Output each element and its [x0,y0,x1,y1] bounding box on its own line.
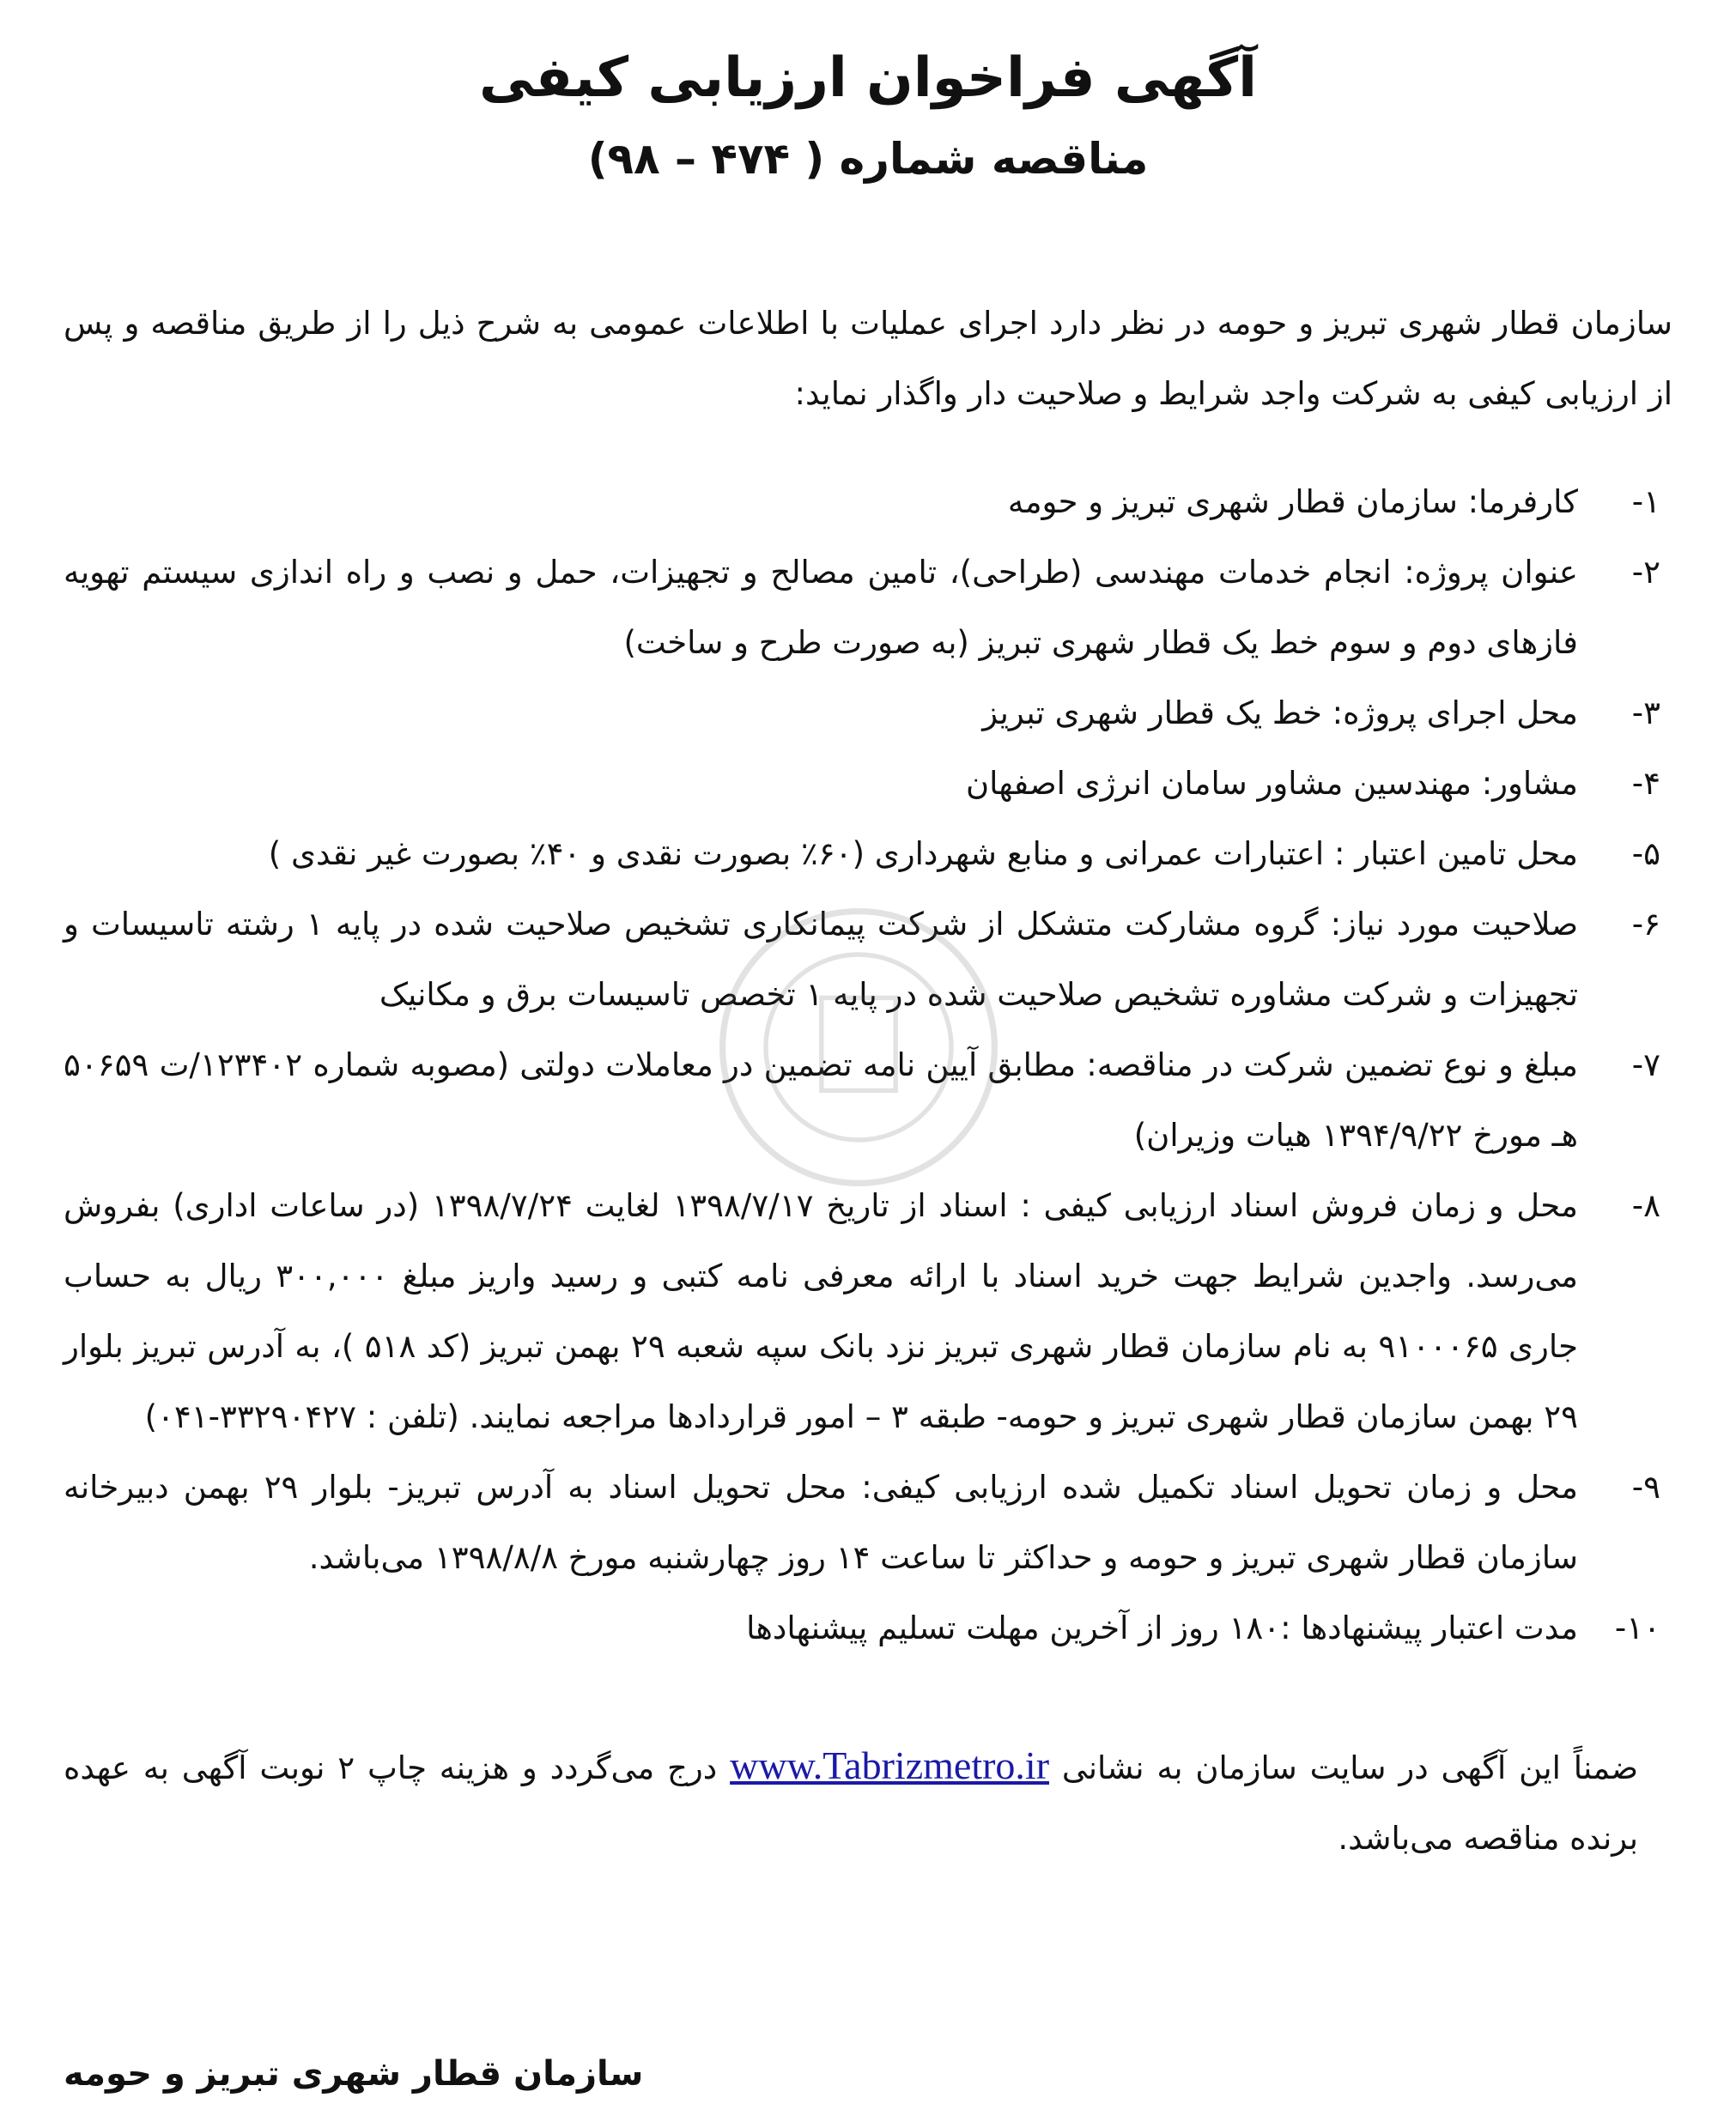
item-text: مبلغ و نوع تضمین شرکت در مناقصه: مطابق آیین نامه تضمین در معاملات دولتی (مصوبه شماره ۱۲۳۴۰۲/ت ۵۰۶۵۹ هـ مورخ ۱۳۹۴/۹/۲۲ هیات وزیران) [64,1046,1578,1155]
item-text: محل و زمان تحویل اسناد تکمیل شده ارزیابی کیفی: محل تحویل اسناد به آدرس تبریز- بلوار ۲۹ بهمن دبیرخانه سازمان قطار شهری تبریز و حومه و حداکثر تا ساعت ۱۴ روز چهارشنبه مورخ ۱۳۹۸/۸/۸ می‌باشد. [64,1469,1578,1577]
signature: سازمان قطار شهری تبریز و حومه [64,2054,644,2094]
item-text: محل تامین اعتبار : اعتبارات عمرانی و منابع شهرداری (۶۰٪ بصورت نقدی و ۴۰٪ بصورت غیر نقدی ) [268,835,1578,873]
item-text: محل و زمان فروش اسناد ارزیابی کیفی : اسناد از تاریخ ۱۳۹۸/۷/۱۷ لغایت ۱۳۹۸/۷/۲۴ (در ساعات اداری) بفروش می‌رسد. واجدین شرایط جهت خرید اسناد با ارائه معرفی نامه کتبی و رسید واریز مبلغ ۳۰۰,۰۰۰ ریال به حساب جاری ۹۱۰۰۰۶۵ به نام سازمان قطار شهری تبریز نزد بانک سپه شعبه ۲۹ بهمن تبریز (کد ۵۱۸ )، به آدرس تبریز بلوار ۲۹ بهمن سازمان قطار شهری تبریز و حومه- طبقه ۳ – امور قراردادها مراجعه نمایند. (تلفن : ۳۳۲۹۰۴۲۷-۰۴۱) [64,1187,1578,1436]
footer-text-start: ضمناً این آگهی در سایت سازمان به نشانی [1049,1749,1639,1787]
item-number: ۷- [1631,1046,1660,1084]
notice-title: آگهی فراخوان ارزیابی کیفی [478,46,1258,110]
tender-number: مناقصه شماره ( ۴۷۴ – ۹۸) [587,134,1149,185]
list-item [64,537,1672,678]
item-text: کارفرما: سازمان قطار شهری تبریز و حومه [1007,483,1578,521]
footer-note [64,1731,1638,1874]
item-number: ۸- [1631,1187,1660,1225]
list-item [64,1452,1672,1593]
footer-text-end: درج می‌گردد و هزینه چاپ ۲ نوبت آگهی به عهده برنده مناقصه می‌باشد. [64,1749,1638,1858]
item-number: ۱- [1631,483,1660,521]
item-number: ۶- [1631,906,1660,943]
list-item [64,819,1672,889]
item-number: ۱۰- [1614,1610,1660,1647]
item-text: عنوان پروژه: انجام خدمات مهندسی (طراحی)، تامین مصالح و تجهیزات، حمل و نصب و راه اندازی سیستم تهویه فازهای دوم و سوم خط یک قطار شهری تبریز (به صورت طرح و ساخت) [64,554,1578,662]
list-item [64,467,1672,537]
item-number: ۹- [1631,1469,1660,1507]
list-item [64,749,1672,819]
item-number: ۵- [1631,835,1660,873]
list-item [64,678,1672,749]
item-text: صلاحیت مورد نیاز: گروه مشارکت متشکل از شرکت پیمانکاری تشخیص صلاحیت شده در پایه ۱ رشته تاسیسات و تجهیزات و شرکت مشاوره تشخیص صلاحیت شده در پایه ۱ تخصص تاسیسات برق و مکانیک [64,906,1579,1014]
watermark-logo-icon [704,893,1013,1202]
website-link[interactable]: www.Tabrizmetro.ir [730,1743,1050,1788]
list-item [64,1593,1672,1664]
item-number: ۲- [1631,554,1660,591]
intro-paragraph: سازمان قطار شهری تبریز و حومه در نظر دارد اجرای عملیات با اطلاعات عمومی به شرح ذیل را از طریق مناقصه و پس از ارزیابی کیفی به شرکت واجد شرایط و صلاحیت دار واگذار نماید: [64,305,1672,413]
item-text: محل اجرای پروژه: خط یک قطار شهری تبریز [982,694,1578,732]
item-text: مدت اعتبار پیشنهادها :۱۸۰ روز از آخرین مهلت تسلیم پیشنهادها [746,1610,1578,1647]
list-item [64,1171,1672,1452]
item-number: ۴- [1631,765,1660,803]
item-number: ۳- [1631,694,1660,732]
item-text: مشاور: مهندسین مشاور سامان انرژی اصفهان [965,765,1578,803]
